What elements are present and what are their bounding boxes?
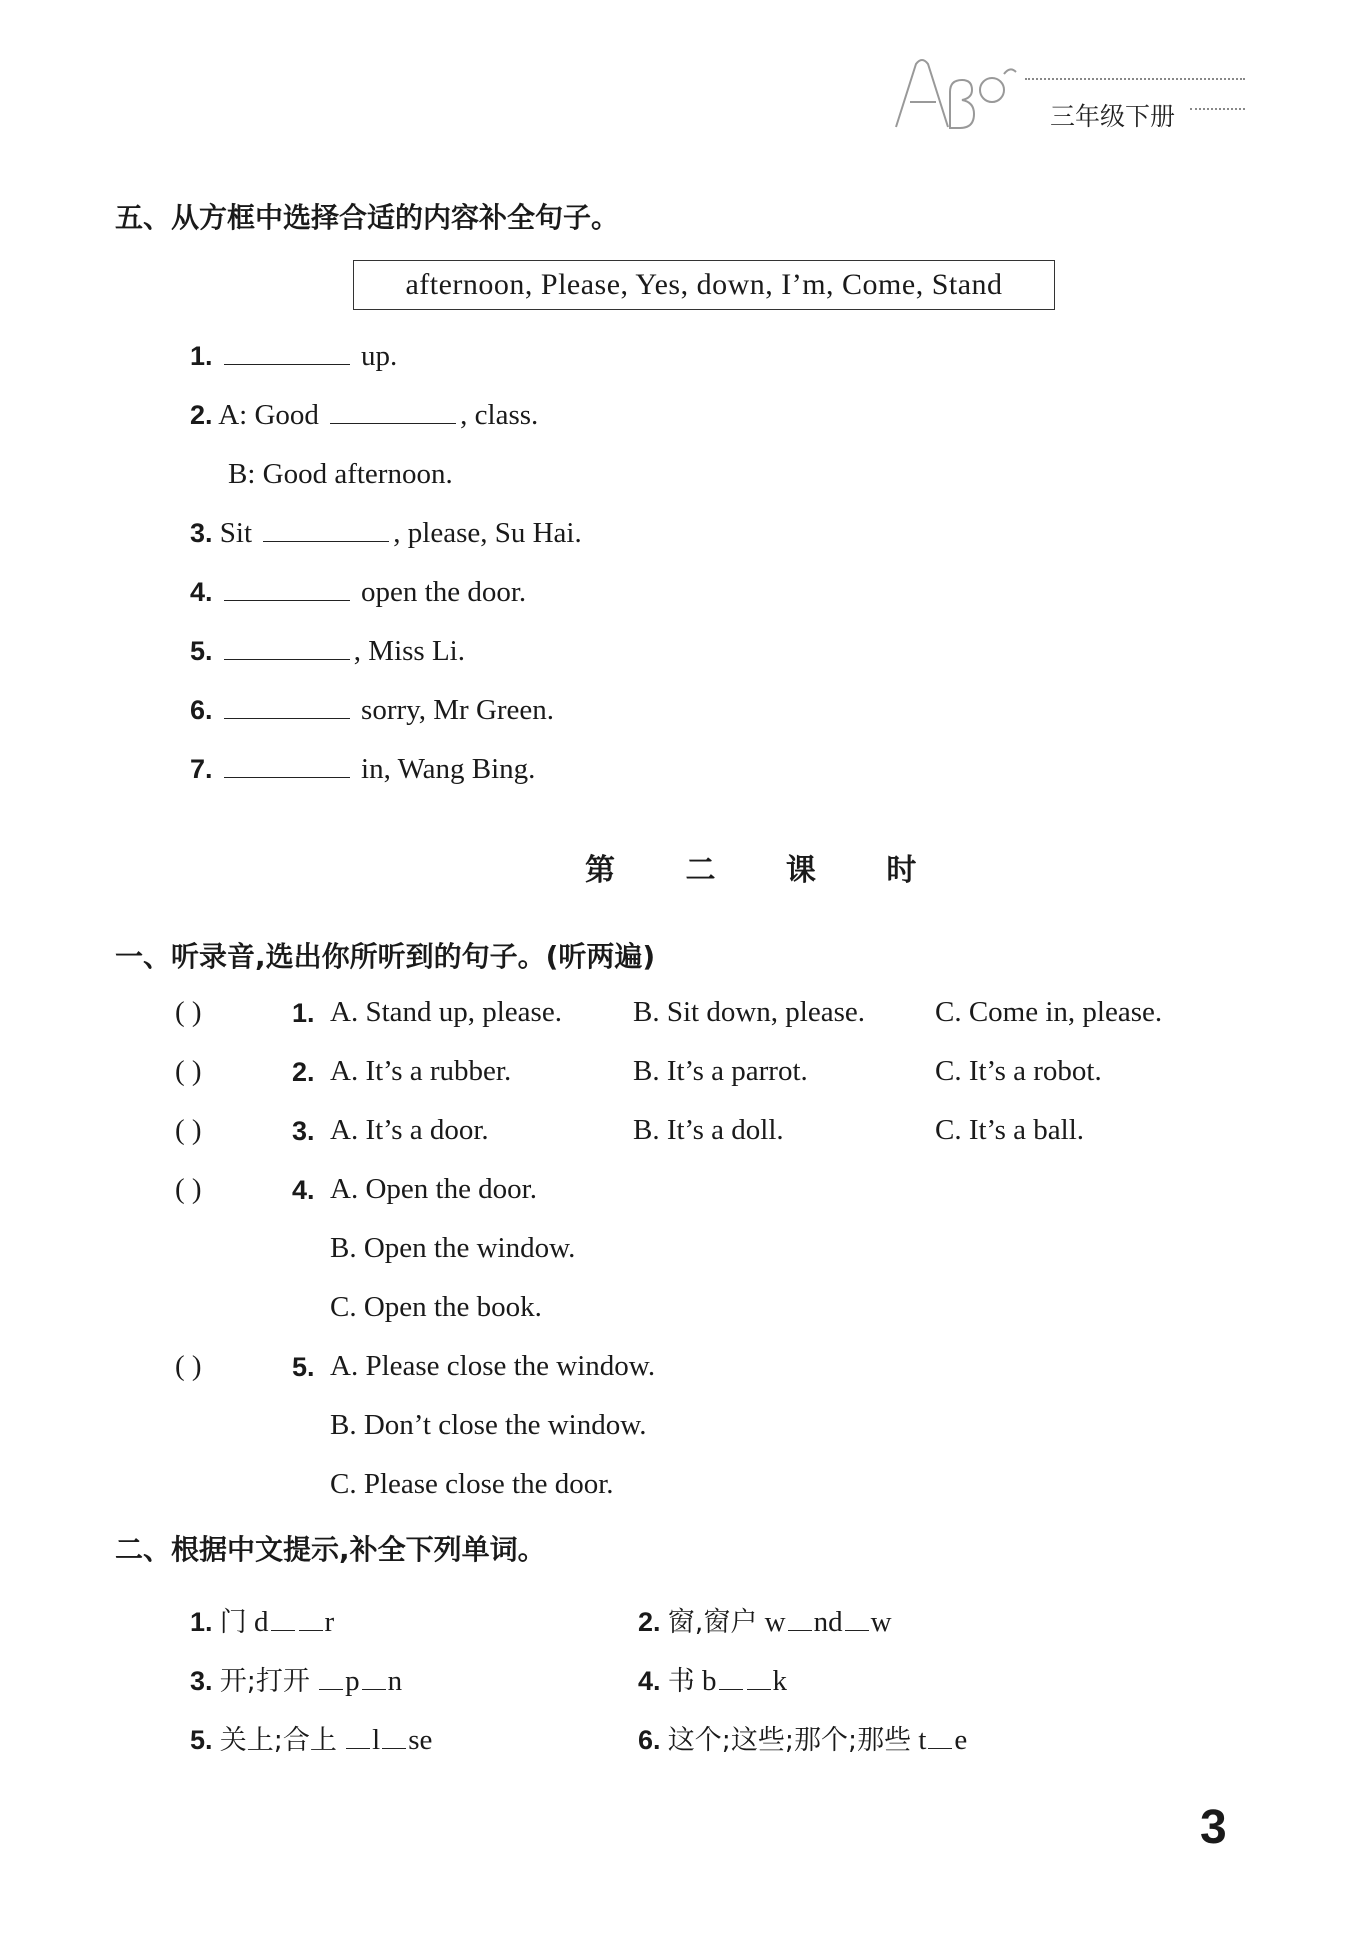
s1-q3-option-c: C. It’s a ball. [935,1114,1085,1146]
answer-blank[interactable] [224,576,350,601]
s2-item-6: 6. 这个;这些;那个;那些 t e [638,1724,968,1756]
s2-item-1: 1. 门 d r [190,1606,335,1638]
grade-label: 三年级下册 [1050,102,1176,131]
s1-q4-option-c: C. Open the book. [330,1291,542,1323]
s1-q5-num: 5. [292,1352,315,1382]
s1-q5-paren[interactable]: ( ) [175,1350,202,1382]
answer-blank[interactable] [263,517,389,542]
header-rule-right [1190,108,1245,110]
section-5-title: 五、从方框中选择合适的内容补全句子。 [115,201,620,234]
letter-blank[interactable] [719,1669,743,1690]
s5-item-2: 2. A: Good , class. [190,399,539,431]
s2-item-3: 3. 开;打开 p n [190,1665,403,1697]
lesson-title: 第 二 课 时 [585,853,947,888]
letter-blank[interactable] [747,1669,771,1690]
s1-q4-option-b: B. Open the window. [330,1232,576,1264]
answer-blank[interactable] [224,694,350,719]
s1-q3-paren[interactable]: ( ) [175,1114,202,1146]
letter-blank[interactable] [346,1728,370,1749]
s1-q5-option-c: C. Please close the door. [330,1468,614,1500]
s1-q5-option-a: A. Please close the window. [330,1350,656,1382]
letter-blank[interactable] [271,1610,295,1631]
letter-blank[interactable] [382,1728,406,1749]
answer-blank[interactable] [224,340,350,365]
letter-blank[interactable] [362,1669,386,1690]
s5-item-4: 4. open the door. [190,576,527,608]
s1-q3-option-a: A. It’s a door. [330,1114,489,1146]
s5-item-7: 7. in, Wang Bing. [190,753,536,785]
letter-blank[interactable] [299,1610,323,1631]
s5-item-1: 1. up. [190,340,398,372]
s1-q2-num: 2. [292,1057,315,1087]
section-1-title: 一、听录音,选出你所听到的句子。(听两遍) [115,940,656,973]
abc-logo-icon [888,52,1018,134]
s1-q5-option-b: B. Don’t close the window. [330,1409,647,1441]
s2-item-4: 4. 书 b k [638,1665,788,1697]
s1-q1-option-a: A. Stand up, please. [330,996,562,1028]
s1-q4-option-a: A. Open the door. [330,1173,537,1205]
s1-q3-num: 3. [292,1116,315,1146]
s5-item-2b: B: Good afternoon. [228,458,453,490]
s5-item-3: 3. Sit , please, Su Hai. [190,517,582,549]
s1-q1-option-b: B. Sit down, please. [633,996,865,1028]
s5-item-6: 6. sorry, Mr Green. [190,694,555,726]
s1-q2-option-c: C. It’s a robot. [935,1055,1102,1087]
s1-q4-num: 4. [292,1175,315,1205]
s1-q3-option-b: B. It’s a doll. [633,1114,784,1146]
s1-q1-option-c: C. Come in, please. [935,996,1163,1028]
s5-item-5: 5. , Miss Li. [190,635,465,667]
letter-blank[interactable] [319,1669,343,1690]
answer-blank[interactable] [330,399,456,424]
section-2-title: 二、根据中文提示,补全下列单词。 [115,1533,546,1566]
answer-blank[interactable] [224,635,350,660]
answer-blank[interactable] [224,753,350,778]
s1-q1-num: 1. [292,998,315,1028]
s1-q2-option-a: A. It’s a rubber. [330,1055,512,1087]
s1-q1-paren[interactable]: ( ) [175,996,202,1028]
header-rule-top [1025,78,1245,80]
s2-item-5: 5. 关上;合上 l se [190,1724,433,1756]
word-box: afternoon, Please, Yes, down, I’m, Come, Stand [353,260,1055,310]
s1-q2-option-b: B. It’s a parrot. [633,1055,808,1087]
s2-item-2: 2. 窗,窗户 w nd w [638,1606,892,1638]
s1-q2-paren[interactable]: ( ) [175,1055,202,1087]
s1-q4-paren[interactable]: ( ) [175,1173,202,1205]
letter-blank[interactable] [928,1728,952,1749]
page-number: 3 [1200,1801,1227,1854]
letter-blank[interactable] [845,1610,869,1631]
letter-blank[interactable] [788,1610,812,1631]
